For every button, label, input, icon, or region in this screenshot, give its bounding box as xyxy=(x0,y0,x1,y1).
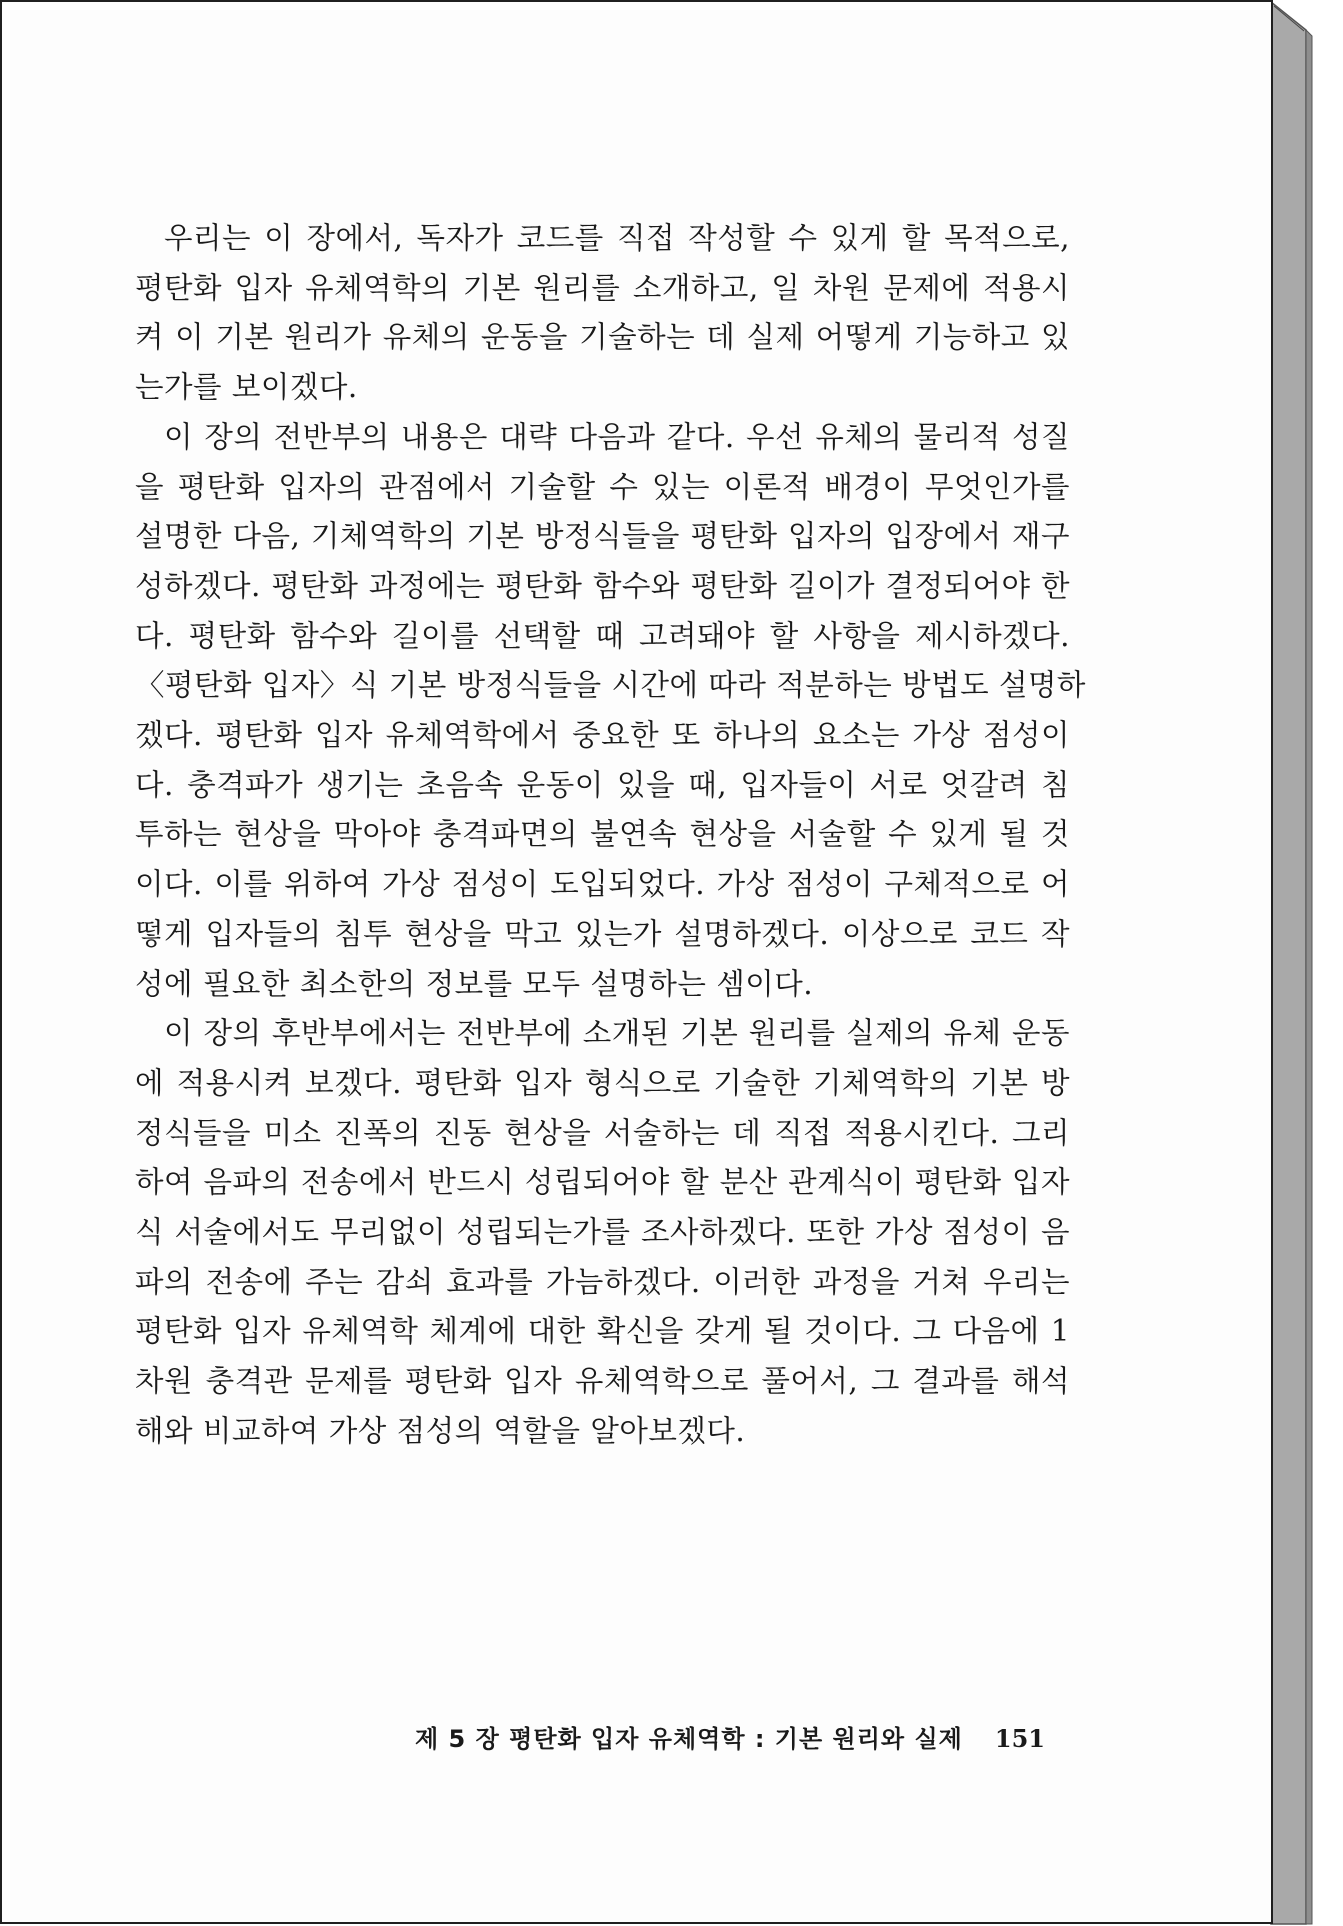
text-line: 우리는 이 장에서, 독자가 코드를 직접 작성할 수 있게 할 목적으로, xyxy=(164,221,1070,255)
text-line: 을 평탄화 입자의 관점에서 기술할 수 있는 이론적 배경이 무엇인가를 xyxy=(135,469,1070,504)
text-line: 파의 전송에 주는 감쇠 효과를 가늠하겠다. 이러한 과정을 거쳐 우리는 xyxy=(135,1264,1070,1299)
paragraph xyxy=(135,413,1086,1009)
text-line: 겠다. 평탄화 입자 유체역학에서 중요한 또 하나의 요소는 가상 점성이 xyxy=(135,718,1070,753)
text-line: 투하는 현상을 막아야 충격파면의 불연속 현상을 서술할 수 있게 될 것 xyxy=(135,817,1070,852)
text-line: 성하겠다. 평탄화 과정에는 평탄화 함수와 평탄화 길이가 결정되어야 한 xyxy=(135,568,1070,603)
text-line: 해와 비교하여 가상 점성의 역할을 알아보겠다. xyxy=(135,1413,746,1448)
text-line: 에 적용시켜 보겠다. 평탄화 입자 형식으로 기술한 기체역학의 기본 방 xyxy=(135,1065,1070,1100)
text-line: 성에 필요한 최소한의 정보를 모두 설명하는 셈이다. xyxy=(135,966,814,1001)
text-line: 다. 평탄화 함수와 길이를 선택할 때 고려돼야 할 사항을 제시하겠다. xyxy=(135,618,1070,653)
paragraph xyxy=(135,1009,1070,1456)
text-line: 차원 충격관 문제를 평탄화 입자 유체역학으로 풀어서, 그 결과를 해석 xyxy=(135,1364,1070,1399)
paragraph xyxy=(135,214,1070,413)
text-line: 하여 음파의 전송에서 반드시 성립되어야 할 분산 관계식이 평탄화 입자 xyxy=(135,1165,1070,1200)
running-footer xyxy=(415,1719,1045,1754)
page-number: 151 xyxy=(994,1724,1045,1753)
text-line: 평탄화 입자 유체역학의 기본 원리를 소개하고, 일 차원 문제에 적용시 xyxy=(135,270,1070,305)
text-line: 정식들을 미소 진폭의 진동 현상을 서술하는 데 직접 적용시킨다. 그리 xyxy=(135,1115,1070,1150)
text-line: 〈평탄화 입자〉식 기본 방정식들을 시간에 따라 적분하는 방법도 설명하 xyxy=(135,668,1086,703)
text-line: 는가를 보이겠다. xyxy=(135,370,358,405)
body-text xyxy=(135,214,1086,1457)
chapter-title: 제 5 장 평탄화 입자 유체역학 : 기본 원리와 실제 xyxy=(415,1725,963,1753)
text-line: 설명한 다음, 기체역학의 기본 방정식들을 평탄화 입자의 입장에서 재구 xyxy=(135,519,1070,554)
text-line: 평탄화 입자 유체역학 체계에 대한 확신을 갖게 될 것이다. 그 다음에 1 xyxy=(135,1314,1070,1349)
text-line: 켜 이 기본 원리가 유체의 운동을 기술하는 데 실제 어떻게 기능하고 있 xyxy=(135,320,1070,355)
text-line: 이 장의 후반부에서는 전반부에 소개된 기본 원리를 실제의 유체 운동 xyxy=(164,1016,1070,1051)
text-line: 다. 충격파가 생기는 초음속 운동이 있을 때, 입자들이 서로 엇갈려 침 xyxy=(135,767,1070,802)
text-line: 이다. 이를 위하여 가상 점성이 도입되었다. 가상 점성이 구체적으로 어 xyxy=(135,867,1070,902)
text-line: 식 서술에서도 무리없이 성립되는가를 조사하겠다. 또한 가상 점성이 음 xyxy=(135,1215,1070,1250)
text-line: 떻게 입자들의 침투 현상을 막고 있는가 설명하겠다. 이상으로 코드 작 xyxy=(135,916,1070,951)
text-line: 이 장의 전반부의 내용은 대략 다음과 같다. 우선 유체의 물리적 성질 xyxy=(164,419,1070,454)
